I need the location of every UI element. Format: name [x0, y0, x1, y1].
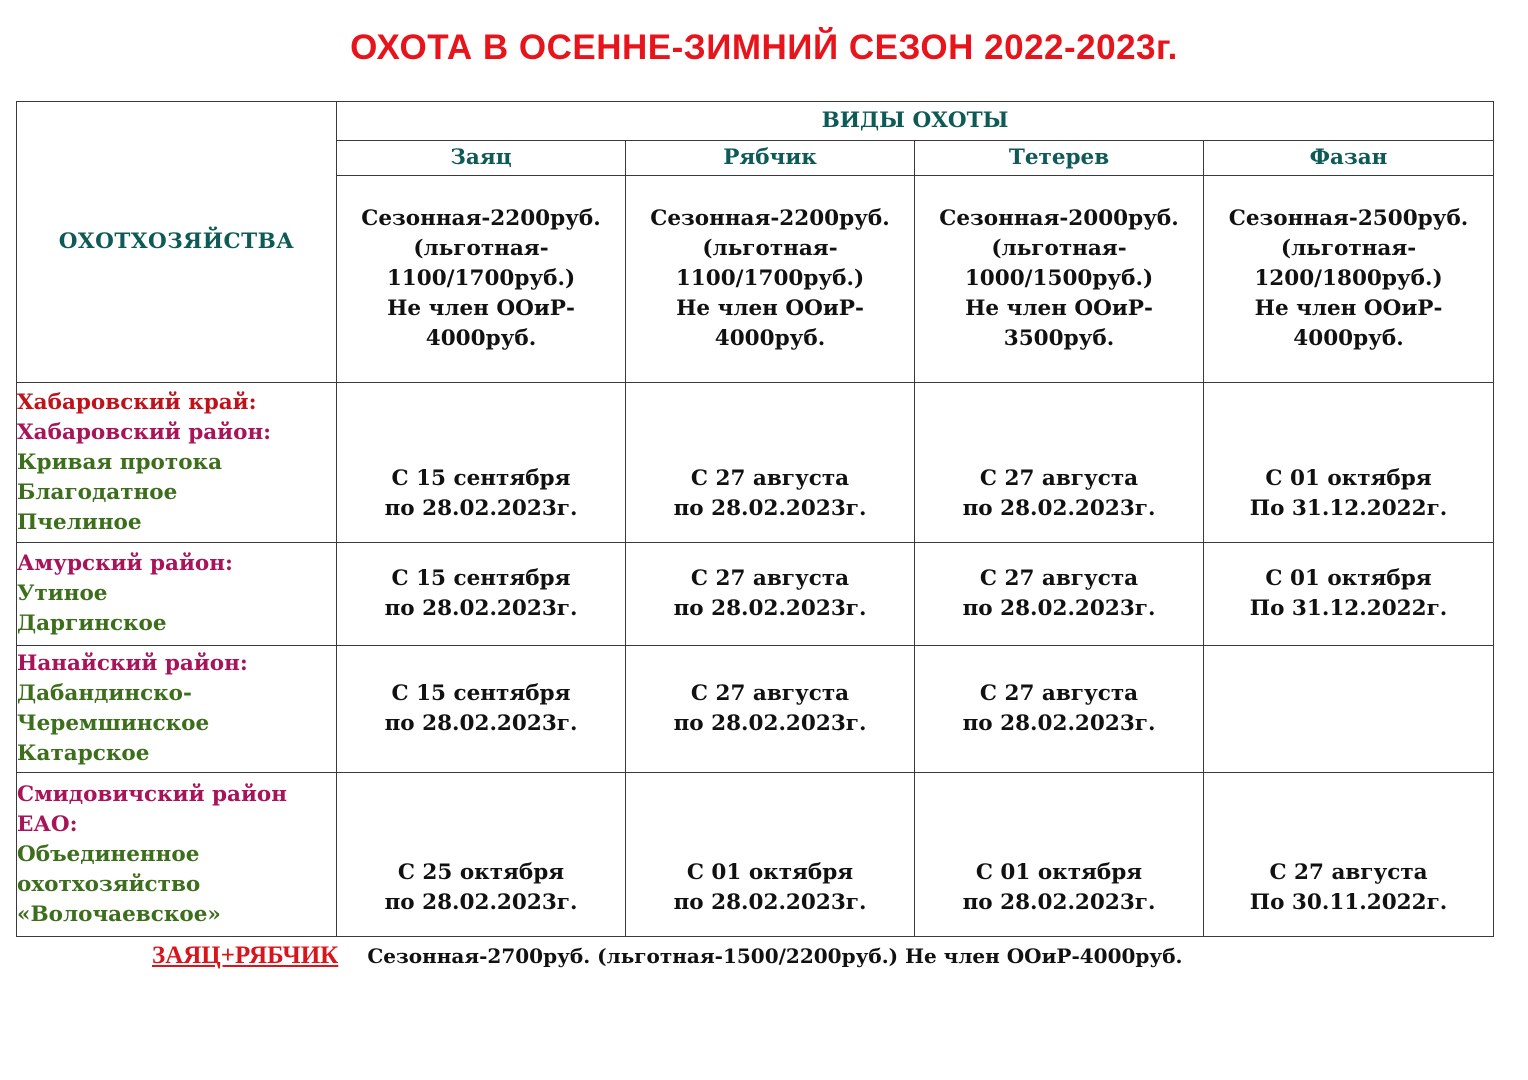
price-cell-hare: [337, 176, 626, 383]
date-from: С 15 сентября: [391, 566, 571, 591]
farm-line: Катарское: [17, 741, 150, 766]
price-line: Сезонная-2200руб.: [361, 206, 601, 231]
dates-cell: [915, 773, 1204, 937]
farm-line: Хабаровский край:: [17, 389, 257, 415]
price-line: 3500руб.: [1003, 326, 1115, 351]
date-from: С 27 августа: [690, 566, 850, 591]
combo-offer-text: Сезонная-2700руб. (льготная-1500/2200руб.) Не член ООиР-4000руб.: [367, 944, 1183, 968]
price-line: Не член ООиР-: [965, 296, 1153, 321]
price-line: (льготная-: [702, 236, 838, 261]
farm-line: Дабандинско-: [17, 681, 192, 706]
farm-line: Амурский район:: [17, 551, 233, 576]
dates-cell: [337, 646, 626, 773]
date-to: по 28.02.2023г.: [962, 596, 1156, 621]
dates-cell: [1204, 773, 1494, 937]
dates-cell: [915, 646, 1204, 773]
price-cell-black-grouse: [915, 176, 1204, 383]
date-from: С 01 октября: [975, 860, 1143, 885]
dates-cell: [626, 646, 915, 773]
date-from: С 27 августа: [979, 566, 1139, 591]
price-line: (льготная-: [991, 236, 1127, 261]
date-from: С 27 августа: [979, 466, 1139, 491]
date-from: С 27 августа: [690, 681, 850, 706]
date-to: по 28.02.2023г.: [673, 596, 867, 621]
animal-header-hazel-grouse: Рябчик: [626, 141, 915, 176]
farm-line: Кривая протока: [17, 449, 223, 475]
date-to: По 31.12.2022г.: [1249, 496, 1448, 521]
combo-offer: [152, 942, 1183, 970]
animal-header-black-grouse: Тетерев: [915, 141, 1204, 176]
farm-cell-nanaisky: [17, 646, 337, 773]
price-line: 1100/1700руб.): [675, 266, 865, 291]
date-from: С 27 августа: [979, 681, 1139, 706]
price-line: 4000руб.: [714, 326, 826, 351]
dates-cell: [915, 543, 1204, 646]
dates-cell-empty: [1204, 646, 1494, 773]
animal-header-pheasant: Фазан: [1204, 141, 1494, 176]
farm-line: Смидовичский район: [17, 781, 288, 807]
price-cell-pheasant: [1204, 176, 1494, 383]
dates-cell: [1204, 383, 1494, 543]
date-from: С 15 сентября: [391, 466, 571, 491]
date-from: С 25 октября: [397, 860, 565, 885]
date-to: по 28.02.2023г.: [384, 496, 578, 521]
date-to: по 28.02.2023г.: [962, 890, 1156, 915]
dates-cell: [915, 383, 1204, 543]
dates-cell: [337, 773, 626, 937]
date-to: по 28.02.2023г.: [673, 711, 867, 736]
date-to: по 28.02.2023г.: [962, 711, 1156, 736]
farm-line: ЕАО:: [17, 811, 78, 837]
date-from: С 01 октября: [686, 860, 854, 885]
farm-cell-smidovichsky: [17, 773, 337, 937]
farm-line: охотхозяйство: [17, 871, 201, 897]
date-to: по 28.02.2023г.: [962, 496, 1156, 521]
animal-header-hare: Заяц: [337, 141, 626, 176]
date-from: С 01 октября: [1265, 466, 1432, 491]
price-line: 1000/1500руб.): [964, 266, 1154, 291]
price-line: 4000руб.: [425, 326, 537, 351]
dates-cell: [626, 773, 915, 937]
farm-line: Нанайский район:: [17, 651, 248, 676]
date-to: По 31.12.2022г.: [1249, 596, 1448, 621]
price-line: Не член ООиР-: [387, 296, 575, 321]
dates-cell: [337, 383, 626, 543]
farm-cell-khabarovsky: [17, 383, 337, 543]
date-to: по 28.02.2023г.: [384, 596, 578, 621]
page-title: ОХОТА В ОСЕННЕ-ЗИМНИЙ СЕЗОН 2022-2023г.: [350, 28, 1178, 67]
farm-cell-amursky: [17, 543, 337, 646]
farm-line: Черемшинское: [17, 711, 210, 736]
price-line: (льготная-: [413, 236, 549, 261]
farm-line: Пчелиное: [17, 509, 142, 535]
date-to: По 30.11.2022г.: [1249, 890, 1448, 915]
price-line: Сезонная-2000руб.: [939, 206, 1179, 231]
price-cell-hazel-grouse: [626, 176, 915, 383]
farm-line: Благодатное: [17, 479, 178, 505]
farm-line: «Волочаевское»: [17, 901, 221, 927]
farm-line: Утиное: [17, 581, 108, 606]
dates-cell: [337, 543, 626, 646]
date-to: по 28.02.2023г.: [384, 890, 578, 915]
dates-cell: [1204, 543, 1494, 646]
date-from: С 27 августа: [1269, 860, 1428, 885]
date-from: С 15 сентября: [391, 681, 571, 706]
farm-line: Объединенное: [17, 841, 200, 867]
dates-cell: [626, 383, 915, 543]
price-line: Сезонная-2500руб.: [1228, 206, 1469, 231]
price-line: Сезонная-2200руб.: [650, 206, 890, 231]
date-to: по 28.02.2023г.: [384, 711, 578, 736]
price-line: 1100/1700руб.): [386, 266, 576, 291]
date-to: по 28.02.2023г.: [673, 890, 867, 915]
price-line: (льготная-: [1280, 236, 1417, 261]
farm-line: Хабаровский район:: [17, 419, 272, 445]
price-line: Не член ООиР-: [1254, 296, 1443, 321]
farm-line: Даргинское: [17, 611, 167, 636]
farms-header: ОХОТХОЗЯЙСТВА: [17, 102, 337, 383]
date-from: С 27 августа: [690, 466, 850, 491]
price-line: 1200/1800руб.): [1254, 266, 1443, 291]
price-line: 4000руб.: [1293, 326, 1404, 351]
combo-offer-label: ЗАЯЦ+РЯБЧИК: [152, 942, 339, 969]
dates-cell: [626, 543, 915, 646]
date-to: по 28.02.2023г.: [673, 496, 867, 521]
hunting-table: [16, 101, 1494, 937]
date-from: С 01 октября: [1265, 566, 1432, 591]
hunt-types-header: ВИДЫ ОХОТЫ: [337, 102, 1494, 141]
price-line: Не член ООиР-: [676, 296, 864, 321]
